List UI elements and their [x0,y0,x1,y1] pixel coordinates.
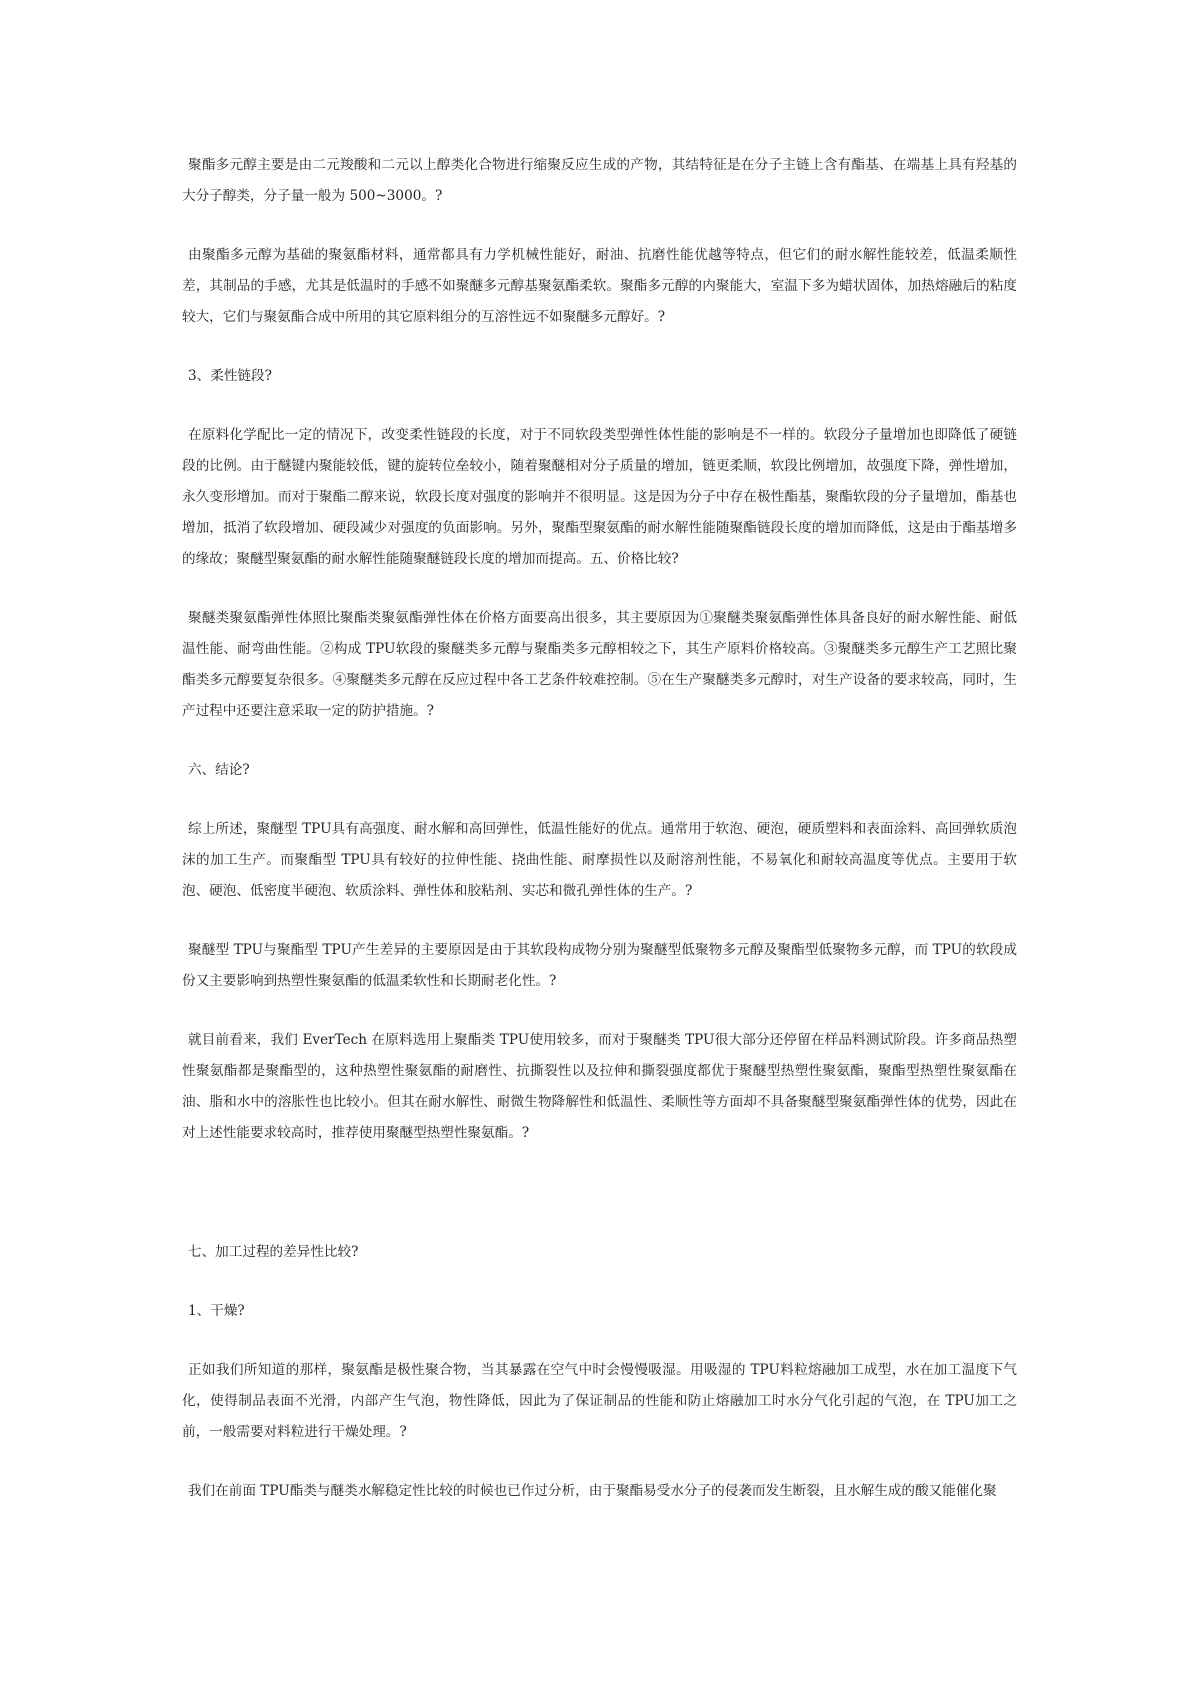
spacer [182,1268,1017,1296]
paragraph-drying-explanation: 正如我们所知道的那样，聚氨酯是极性聚合物，当其暴露在空气中时会慢慢吸湿。用吸湿的 TPU料粒熔融加工成型，水在加工温度下气化，使得制品表面不光滑，内部产生气泡，物性降低，因此为了保证制品的性能和防止熔融加工时水分气化引起的气泡，在 TPU加工之前，一般需要对料粒进行干燥处理。? [182,1362,1017,1440]
spacer [182,212,1017,240]
spacer [182,907,1017,935]
section-heading-soft-segment: 3、柔性链段? [188,368,272,384]
spacer [182,997,1017,1025]
spacer [182,786,1017,814]
section-heading-processing-comparison: 七、加工过程的差异性比较? [188,1244,359,1260]
paragraph-difference-cause: 聚醚型 TPU与聚酯型 TPU产生差异的主要原因是由于其软段构成物分别为聚醚型低聚物多元醇及聚酯型低聚物多元醇，而 TPU的软段成份又主要影响到热塑性聚氨酯的低温柔软性和长期耐老化性。? [182,942,1017,989]
spacer [182,1149,1017,1237]
spacer [182,1327,1017,1355]
paragraph-price-comparison: 聚醚类聚氨酯弹性体照比聚酯类聚氨酯弹性体在价格方面要高出很多，其主要原因为①聚醚类聚氨酯弹性体具备良好的耐水解性能、耐低温性能、耐弯曲性能。②构成 TPU软段的聚醚类多元醇与聚酯类多元醇相较之下，其生产原料价格较高。③聚醚类多元醇生产工艺照比聚酯类多元醇要复杂很多。④聚醚类多元醇在反应过程中各工艺条件较难控制。⑤在生产聚醚类多元醇时，对生产设备的要求较高，同时，生产过程中还要注意采取一定的防护措施。? [182,610,1017,719]
paragraph-evertech-usage: 就目前看来，我们 EverTech 在原料选用上聚酯类 TPU使用较多，而对于聚醚类 TPU很大部分还停留在样品料测试阶段。许多商品热塑性聚氨酯都是聚酯型的，这种热塑性聚氨酯的耐磨性、抗撕裂性以及拉伸和撕裂强度都优于聚醚型热塑性聚氨酯，聚酯型热塑性聚氨酯在油、脂和水中的溶胀性也比较小。但其在耐水解性、耐微生物降解性和低温性、柔顺性等方面却不具备聚醚型聚氨酯弹性体的优势，因此在对上述性能要求较高时，推荐使用聚醚型热塑性聚氨酯。? [182,1032,1017,1141]
paragraph-soft-segment-length: 在原料化学配比一定的情况下，改变柔性链段的长度，对于不同软段类型弹性体性能的影响是不一样的。软段分子量增加也即降低了硬链段的比例。由于醚键内聚能较低，键的旋转位垒较小，随着聚醚相对分子质量的增加，链更柔顺，软段比例增加，故强度下降，弹性增加，永久变形增加。而对于聚酯二醇来说，软段长度对强度的影响并不很明显。这是因为分子中存在极性酯基，聚酯软段的分子量增加，酯基也增加，抵消了软段增加、硬段减少对强度的负面影响。另外，聚酯型聚氨酯的耐水解性能随聚酯链段长度的增加而降低，这是由于酯基增多的缘故；聚醚型聚氨酯的耐水解性能随聚醚链段长度的增加而提高。五、价格比较? [182,427,1017,567]
paragraph-conclusion-summary: 综上所述，聚醚型 TPU具有高强度、耐水解和高回弹性，低温性能好的优点。通常用于软泡、硬泡，硬质塑料和表面涂料、高回弹软质泡沫的加工生产。而聚酯型 TPU具有较好的拉伸性能、挠曲性能、耐摩损性以及耐溶剂性能，不易氧化和耐较高温度等优点。主要用于软泡、硬泡、低密度半硬泡、软质涂料、弹性体和胶粘剂、实芯和微孔弹性体的生产。? [182,821,1017,899]
paragraph-polyester-properties: 由聚酯多元醇为基础的聚氨酯材料，通常都具有力学机械性能好，耐油、抗磨性能优越等特点，但它们的耐水解性能较差，低温柔顺性差，其制品的手感，尤其是低温时的手感不如聚醚多元醇基聚氨酯柔软。聚酯多元醇的内聚能大，室温下多为蜡状固体，加热熔融后的粘度较大，它们与聚氨酯合成中所用的其它原料组分的互溶性远不如聚醚多元醇好。? [182,247,1017,325]
spacer [182,392,1017,420]
section-heading-conclusion: 六、结论? [188,762,250,778]
subsection-heading-drying: 1、干燥? [188,1303,245,1319]
paragraph-polyester-polyol-definition: 聚酯多元醇主要是由二元羧酸和二元以上醇类化合物进行缩聚反应生成的产物，其结特征是在分子主链上含有酯基、在端基上具有羟基的大分子醇类，分子量一般为 500~3000。? [182,157,1017,204]
spacer [182,727,1017,755]
document-page [182,150,1017,1507]
paragraph-hydrolysis-stability: 我们在前面 TPU酯类与醚类水解稳定性比较的时候也已作过分析，由于聚酯易受水分子的侵袭而发生断裂，且水解生成的酸又能催化聚 [188,1483,997,1499]
spacer [182,333,1017,361]
spacer [182,1448,1017,1476]
spacer [182,575,1017,603]
